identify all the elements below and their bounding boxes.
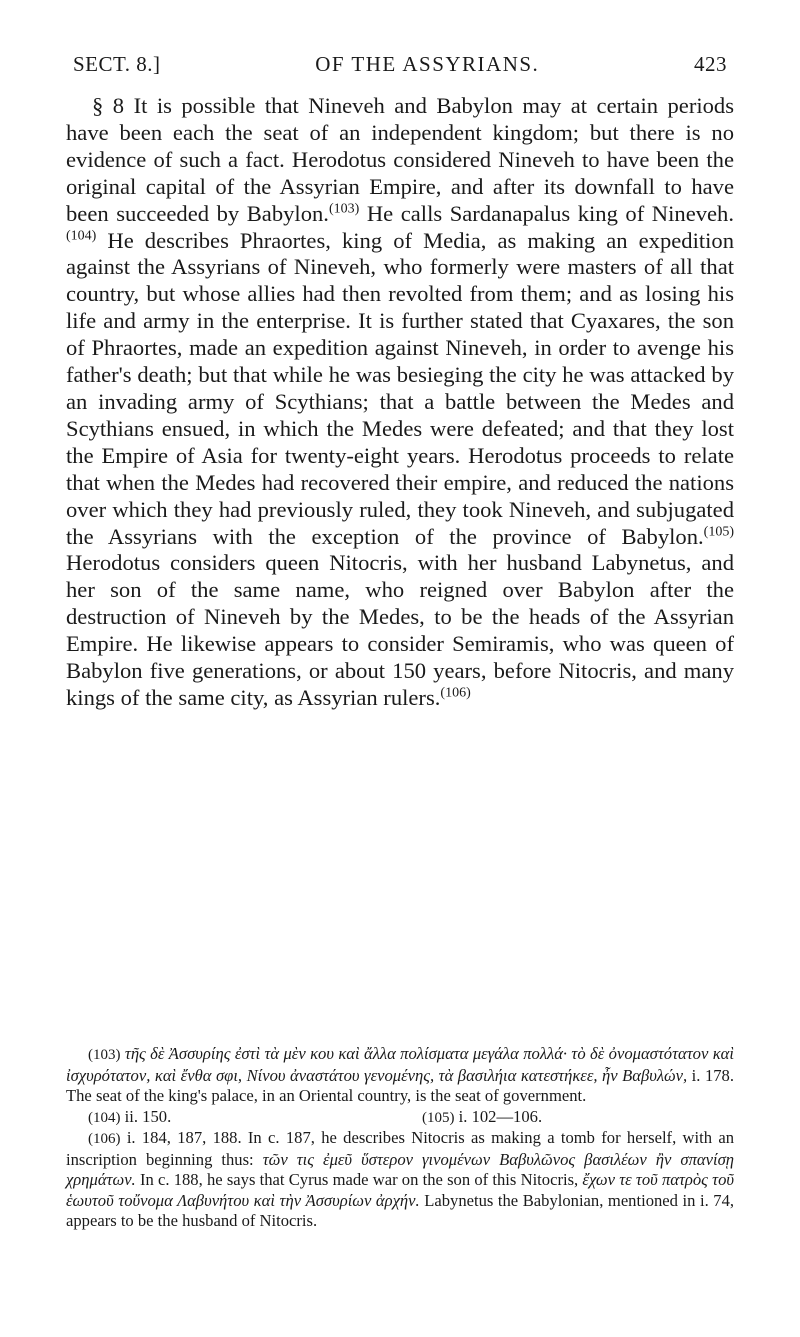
- chapter-title: OF THE ASSYRIANS.: [315, 52, 540, 76]
- footnote-number: (106): [88, 1131, 121, 1147]
- footnote-number: (103): [88, 1047, 121, 1063]
- footnotes: [66, 1044, 734, 1232]
- greek-quote: τῶν τις ἐμεῦ ὕστερον γινομένων Βαβυλῶνος βασιλέων ἢν σπανίσῃ χρημάτων.: [66, 1149, 734, 1189]
- footnote-106: [66, 1128, 734, 1232]
- footnote-number: (105): [422, 1109, 455, 1126]
- greek-quote: ἔχων τε τοῦ πατρὸς τοῦ ἑωυτοῦ τοὔνομα Λαβυνήτου καὶ τὴν Ἀσσυρίων ἀρχήν.: [66, 1170, 734, 1210]
- sentence: It is possible that Nineveh and Babylon may at certain periods have been each the seat of an independent kingdom; but there is no evidence of such a fact. Herodotus considered Nineveh to have been the original capital of the Assyrian Empire, and after its downfall to have been succeeded by Babylon.: [66, 93, 735, 226]
- footnote-row: [66, 1107, 734, 1129]
- footnote-text: In c. 188, he says that Cyrus made war on the son of this Nitocris,: [139, 1170, 579, 1189]
- footnote-text: i. 184, 187, 188. In c. 187, he describes Nitocris as making a tomb for herself, with an inscription beginning thus:: [66, 1128, 734, 1169]
- running-header: [73, 52, 727, 77]
- footnote-text: Labynetus the Babylonian, mentioned in i. 74, appears to be the husband of Nitocris.: [66, 1190, 735, 1230]
- section-mark: § 8: [92, 93, 125, 118]
- footnote-104: [66, 1107, 400, 1129]
- main-text: [66, 93, 734, 712]
- footnote-text: i. 178. The seat of the king's palace, in an Oriental country, is the seat of government.: [66, 1065, 734, 1105]
- sentence: He describes Phraortes, king of Media, as making an expedition against the Assyrians of Nineveh, who formerly were masters of all that country, but whose allies had then revolted from them; and as losing his life and army in the enterprise. It is further stated that Cyaxares, the son of Phraortes, made an expedition against Nineveh, in order to avenge his father's death; but that while he was besieging the city he was attacked by an invading army of Scythians; that a battle between the Medes and Scythians ensued, in which the Medes were defeated; and that they lost the Empire of Asia for twenty-eight years. Herodotus proceeds to relate that when the Medes had recovered their empire, and reduced the nations over which they had previously ruled, they took Nineveh, and subjugated the Assyrians with the exception of the province of Babylon.: [66, 227, 734, 549]
- footnote-ref: (105): [703, 523, 734, 539]
- page-number: 423: [693, 52, 727, 76]
- footnote-ref: (103): [328, 201, 360, 217]
- sentence: He calls Sardanapalus king of Nineveh.: [366, 200, 734, 226]
- footnote-text: i. 102—106.: [458, 1106, 543, 1126]
- footnote-text: ii. 150.: [124, 1106, 172, 1126]
- sentence: Herodotus considers queen Nitocris, with her husband Labynetus, and her son of the same name, who reigned over Babylon after the destruction of Nineveh by the Medes, to be the heads of the Assyrian Empire. He likewise appears to consider Semiramis, who was queen of Babylon five generations, or about 150 years, before Nitocris, and many kings of the same city, as Assyrian rulers.: [66, 550, 734, 710]
- footnote-103: [66, 1044, 734, 1107]
- footnote-ref: (106): [440, 685, 471, 701]
- greek-quote: τῆς δὲ Ἀσσυρίης ἐστὶ τὰ μὲν κου καὶ ἄλλα πολίσματα μεγάλα πολλά· τὸ δὲ ὀνομαστότατον καὶ ἰσχυρότατον, καὶ ἔνθα σφι, Νίνου ἀναστάτου γενομένης, τὰ βασιλήια κατεστήκεε, ἦν Βαβυλών,: [66, 1044, 734, 1085]
- footnote-ref: (104): [66, 228, 97, 243]
- footnote-number: (104): [88, 1109, 121, 1126]
- footnote-105: [400, 1107, 734, 1129]
- paragraph: [66, 93, 734, 712]
- section-label: SECT. 8.]: [73, 52, 161, 76]
